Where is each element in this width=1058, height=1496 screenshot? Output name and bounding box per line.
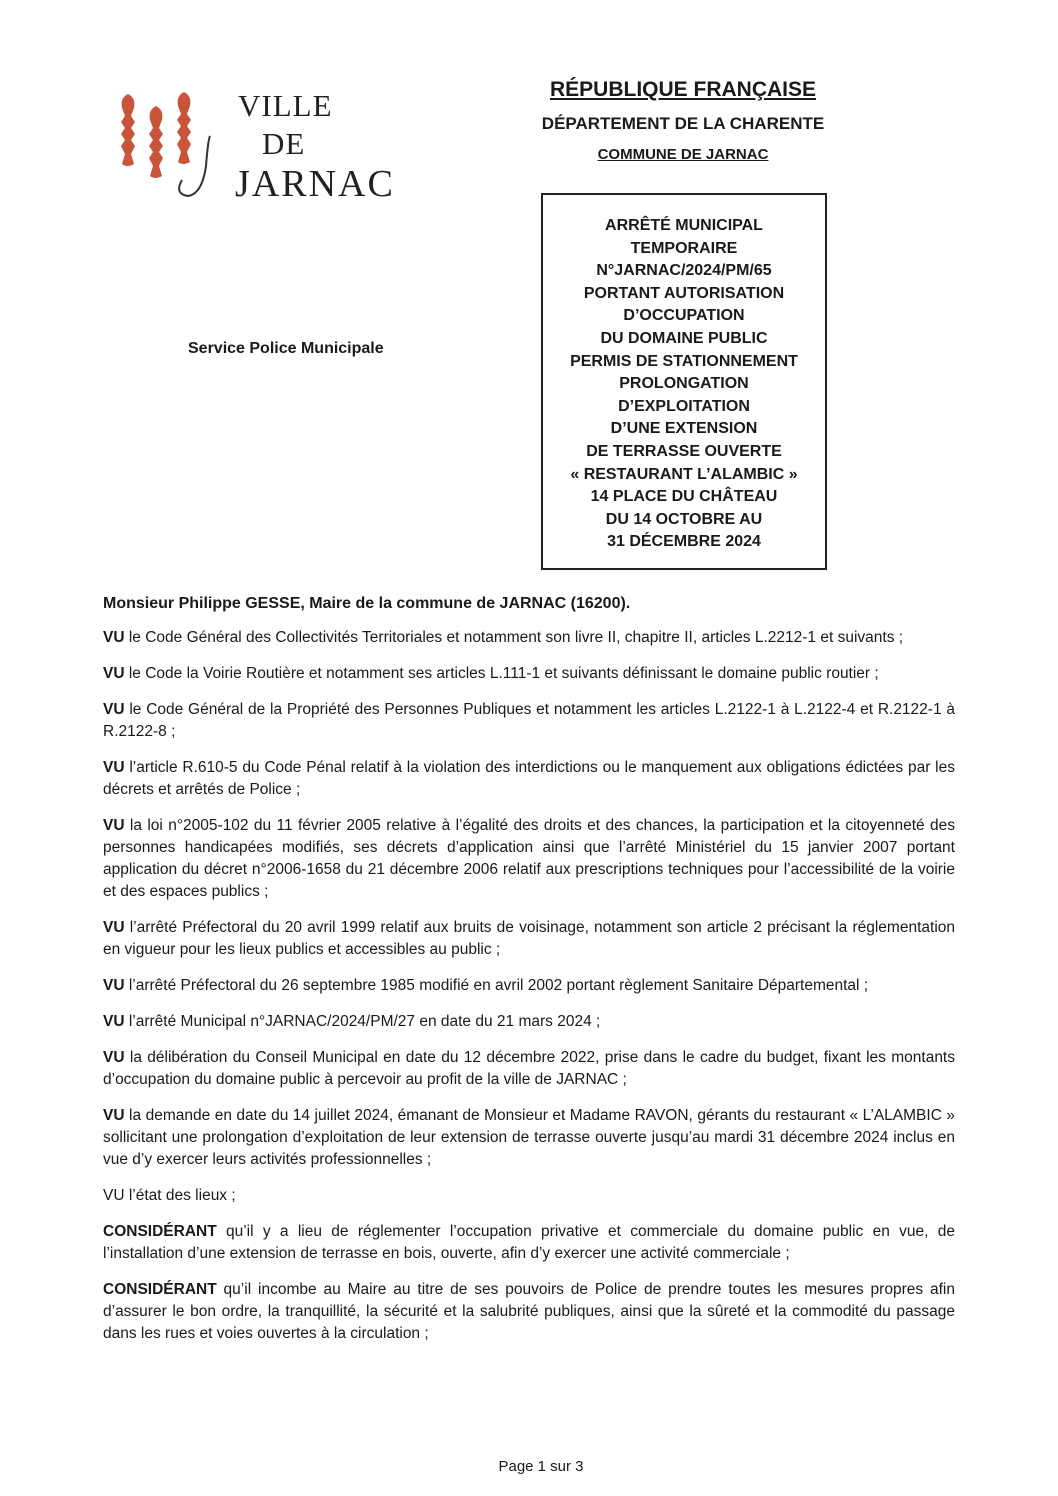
fish-emblem-icon [110,88,220,198]
paragraph-keyword: VU [103,629,125,646]
arrete-title-box [541,193,827,570]
considerant-paragraph [103,1047,955,1091]
title-line: D’UNE EXTENSION [610,420,758,438]
paragraph-text: la loi n°2005-102 du 11 février 2005 relative à l’égalité des droits et des chances, la participation et la citoyenneté des personnes handicapées modifiés, ses décrets d’application ainsi que l’arrêté Ministériel du 15 janvier 2007 portant application du décret n°2006-1658 du 21 décembre 2006 relatif aux prescriptions techniques pour l’accessibilité de la voirie et des espaces publics ; [103,817,955,900]
title-line: ARRÊTÉ MUNICIPAL [605,217,763,234]
paragraph-text: VU l’état des lieux ; [103,1187,236,1204]
paragraph-keyword: VU [103,701,125,718]
paragraph-text: le Code la Voirie Routière et notamment ses articles L.111-1 et suivants définissant le domaine public routier ; [124,665,879,682]
page-number: Page 1 sur 3 [498,1458,584,1475]
considerant-paragraph [103,1185,955,1207]
paragraph-text: la demande en date du 14 juillet 2024, émanant de Monsieur et Madame RAVON, gérants du restaurant « L’ALAMBIC » sollicitant une prolongation d’exploitation de leur extension de terrasse ouverte jusqu’au mardi 31 décembre 2024 inclus en vue d’y exercer leurs activités professionnelles ; [103,1107,955,1168]
paragraph-keyword: CONSIDÉRANT [103,1223,217,1240]
mayor-line: Monsieur Philippe GESSE, Maire de la commune de JARNAC (16200). [103,595,631,612]
title-line: « RESTAURANT L’ALAMBIC » [570,465,798,483]
arrete-title-lines [543,215,825,554]
considerant-paragraph [103,757,955,801]
ville-de-jarnac-logo [110,88,395,228]
document-body [103,595,955,1359]
title-line: DU 14 OCTOBRE AU [605,510,763,528]
title-line: DE TERRASSE OUVERTE [586,442,782,460]
paragraph-list [103,627,955,1345]
paragraph-text: qu’il y a lieu de réglementer l’occupation privative et commerciale du domaine public en vue, de l’installation d’une extension de terrasse en bois, ouverte, afin d’y exercer une activité commerciale ; [103,1223,955,1262]
republic-heading: RÉPUBLIQUE FRANÇAISE [549,78,817,101]
paragraph-keyword: VU [103,759,125,776]
paragraph-keyword: VU [103,817,125,834]
title-line: 14 PLACE DU CHÂTEAU [590,488,778,506]
considerant-paragraph [103,699,955,743]
paragraph-keyword: VU [103,1107,125,1124]
commune-heading: COMMUNE DE JARNAC [597,146,769,163]
considerant-paragraph [103,815,955,903]
paragraph-text: l’arrêté Préfectoral du 20 avril 1999 relatif aux bruits de voisinage, notamment son article 2 précisant la réglementation en vigueur pour les lieux publics et accessibles au public ; [103,919,955,958]
paragraph-text: le Code Général des Collectivités Territoriales et notamment son livre II, chapitre II, articles L.2212-1 et suivants ; [124,629,904,646]
paragraph-keyword: VU [103,1013,125,1030]
considerant-paragraph [103,663,955,685]
title-line: D’OCCUPATION [623,307,745,325]
title-line: N°JARNAC/2024/PM/65 [596,262,772,280]
title-line: TEMPORAIRE [630,239,738,257]
paragraph-text: qu’il incombe au Maire au titre de ses pouvoirs de Police de prendre toutes les mesures propres afin d’assurer le bon ordre, la tranquillité, la sécurité et la salubrité publiques, ainsi que la sûreté et la commodité du passage dans les rues et voies ouvertes à la circulation ; [103,1281,955,1342]
considerant-paragraph [103,1279,955,1345]
considerant-paragraph [103,1105,955,1171]
paragraph-text: la délibération du Conseil Municipal en date du 12 décembre 2022, prise dans le cadre du budget, fixant les montants d’occupation du domaine public à percevoir au profit de la ville de JARNAC ; [103,1049,955,1088]
considerant-paragraph [103,1011,955,1033]
title-line: D’EXPLOITATION [618,397,750,415]
considerant-paragraph [103,1221,955,1265]
paragraph-text: l’arrêté Municipal n°JARNAC/2024/PM/27 en date du 21 mars 2024 ; [124,1013,601,1030]
paragraph-keyword: VU [103,919,125,936]
logo-jarnac-text: JARNAC [235,163,395,205]
title-line: 31 DÉCEMBRE 2024 [607,533,761,551]
considerant-paragraph [103,975,955,997]
paragraph-keyword: CONSIDÉRANT [103,1281,217,1298]
paragraph-text: le Code Général de la Propriété des Personnes Publiques et notamment les articles L.2122-1 à L.2122-4 et R.2122-1 à R.2122-8 ; [103,701,955,740]
title-line: PROLONGATION [619,375,749,393]
paragraph-text: l’article R.610-5 du Code Pénal relatif à la violation des interdictions ou le manquement aux obligations édictées par les décrets et arrêtés de Police ; [103,759,955,798]
paragraph-text: l’arrêté Préfectoral du 26 septembre 1985 modifié en avril 2002 portant règlement Sanitaire Départemental ; [124,977,869,994]
department-heading: DÉPARTEMENT DE LA CHARENTE [541,114,825,133]
service-label: Service Police Municipale [188,340,384,357]
logo-de-text: DE [262,126,306,161]
title-line: PERMIS DE STATIONNEMENT [570,352,798,370]
logo-ville-text: VILLE [238,88,333,123]
paragraph-keyword: VU [103,977,125,994]
title-line: PORTANT AUTORISATION [583,284,785,302]
paragraph-keyword: VU [103,665,125,682]
considerant-paragraph [103,917,955,961]
title-line: DU DOMAINE PUBLIC [600,329,768,347]
considerant-paragraph [103,627,955,649]
paragraph-keyword: VU [103,1049,125,1066]
